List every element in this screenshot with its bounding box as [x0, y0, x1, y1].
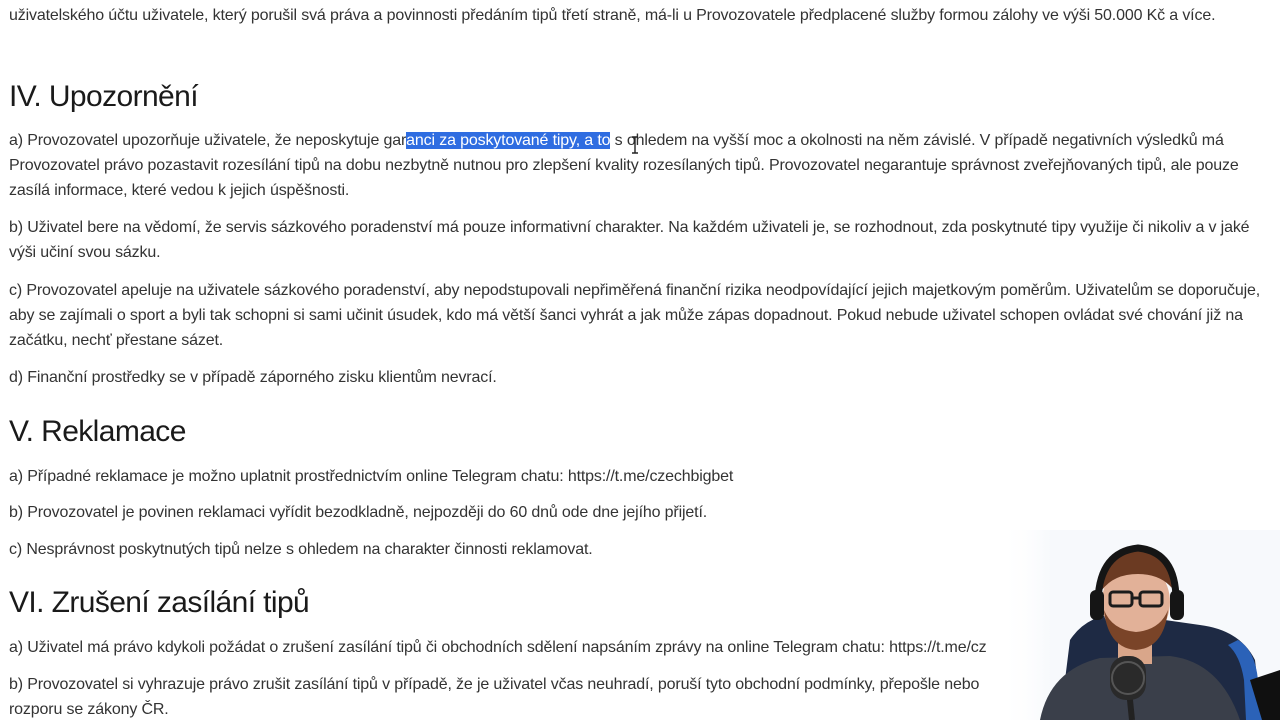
paragraph-6b: b) Provozovatel si vyhrazuje právo zrušit zasílání tipů v případě, že je uživatel včas neuhradí, poruší tyto obchodní podmínky, přepošle nebo — [9, 676, 980, 693]
webcam-overlay — [1000, 530, 1280, 720]
streamer-figure — [1000, 530, 1280, 720]
paragraph-4a[interactable] — [9, 128, 1271, 203]
section-heading-reklamace: V. Reklamace — [9, 415, 186, 448]
paragraph-4a-rest: s ohledem na vyšší moc a okolnosti na něm závislé. V případě negativních výsledků má Provozovatel právo pozastavit rozesílání tipů na dobu nezbytně nutnou pro zlepšení kvality rozesílaných tipů. Provozovatel negarantuje správnost zveřejňovaných tipů, ale pouze zasílá informace, které vedou k jejich úspěšnosti. — [9, 132, 1239, 199]
paragraph-6a: a) Uživatel má právo kdykoli požádat o zrušení zasílání tipů či obchodních sdělení napsáním zprávy na online Telegram chatu: https://t.me/cz — [9, 639, 987, 656]
section-heading-zruseni: VI. Zrušení zasílání tipů — [9, 586, 310, 619]
paragraph-6b-line2: rozporu se zákony ČR. — [9, 701, 169, 718]
selected-text[interactable]: anci za poskytované tipy, a to — [406, 132, 611, 149]
paragraph-5c: c) Nesprávnost poskytnutých tipů nelze s ohledem na charakter činnosti reklamovat. — [9, 541, 593, 558]
paragraph-4c: c) Provozovatel apeluje na uživatele sázkového poradenství, aby nepodstupovali nepřiměřená finanční rizika neodpovídající jejich majetkovým poměrům. Uživatelům se doporučuje, aby se zajímali o sport a byli tak schopni si sami učinit úsudek, kdo má větší šanci vyhrát a jak může zápas dopadnout. Pokud nebude uživatel schopen ovládat své chování již na začátku, nechť přestane sázet. — [9, 282, 1261, 349]
paragraph-4b: b) Uživatel bere na vědomí, že servis sázkového poradenství má pouze informativní charakter. Na každém uživateli je, se rozhodnout, zda poskytnuté tipy využije či nikoliv a v jaké výši učiní svou sázku. — [9, 219, 1250, 261]
paragraph-4a-start: a) Provozovatel upozorňuje uživatele, že neposkytuje gar — [9, 132, 407, 149]
paragraph-5a: a) Případné reklamace je možno uplatnit prostřednictvím online Telegram chatu: https://t.me/czechbigbet — [9, 468, 734, 485]
paragraph-5b: b) Provozovatel je povinen reklamaci vyřídit bezodkladně, nejpozději do 60 dnů ode dne jejího přijetí. — [9, 504, 708, 521]
paragraph-4d: d) Finanční prostředky se v případě záporného zisku klientům nevrací. — [9, 369, 497, 386]
section-heading-upozorneni: IV. Upozornění — [9, 80, 198, 113]
text-cursor-icon — [630, 136, 640, 154]
intro-paragraph: uživatelského účtu uživatele, který porušil svá práva a povinnosti předáním tipů třetí straně, má-li u Provozovatele předplacené služby formou zálohy ve výši 50.000 Kč a více. — [9, 7, 1216, 24]
